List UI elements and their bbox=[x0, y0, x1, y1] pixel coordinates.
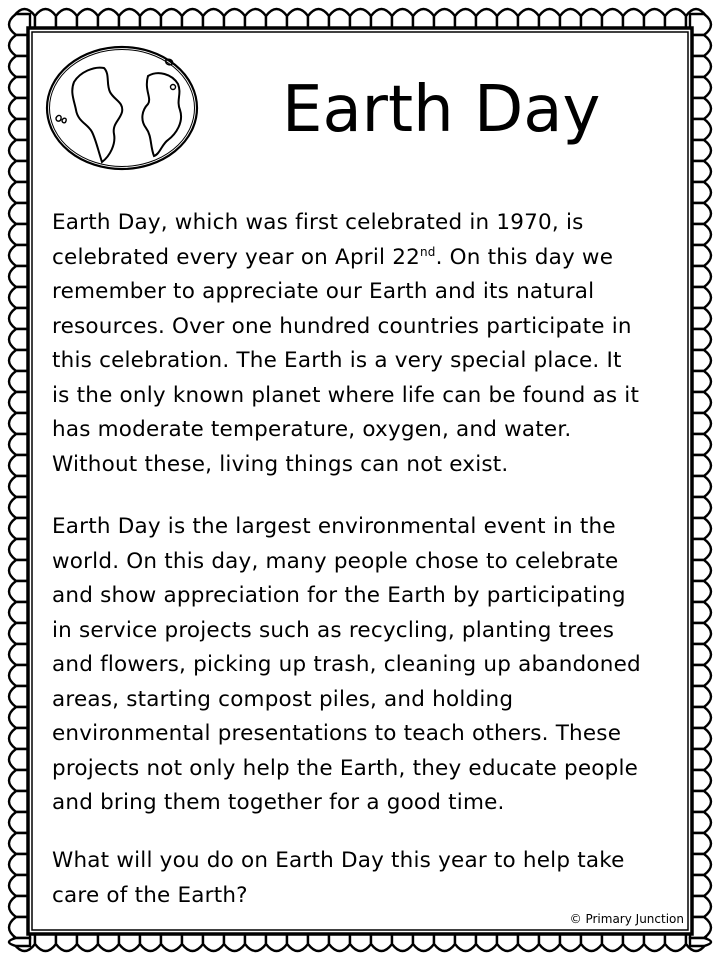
text-line: is the only known planet where life can be found as it bbox=[52, 382, 640, 408]
text-line: this celebration. The Earth is a very special place. It bbox=[52, 348, 622, 373]
paragraph-intro bbox=[52, 206, 692, 482]
text-line: projects not only help the Earth, they educate people bbox=[52, 755, 639, 781]
copyright-notice: © Primary Junction bbox=[569, 912, 684, 926]
text-line: What will you do on Earth Day this year to help take bbox=[52, 848, 625, 873]
text-line: resources. Over one hundred countries participate in bbox=[52, 313, 632, 339]
text-line: Earth Day, which was first celebrated in 1970, is bbox=[52, 210, 584, 235]
text-line: Earth Day is the largest environmental event in the bbox=[52, 514, 616, 539]
text-line: in service projects such as recycling, planting trees bbox=[52, 617, 615, 643]
text-line: and show appreciation for the Earth by participating bbox=[52, 583, 626, 608]
text-line bbox=[52, 241, 692, 276]
text-line: and bring them together for a good time. bbox=[52, 790, 505, 815]
text-segment: . On this day we bbox=[435, 244, 614, 270]
text-segment: celebrated every year on April 22 bbox=[52, 244, 420, 270]
text-line: care of the Earth? bbox=[52, 882, 248, 908]
globe-icon bbox=[44, 44, 200, 172]
text-line: and flowers, picking up trash, cleaning up abandoned bbox=[52, 652, 641, 677]
text-line: has moderate temperature, oxygen, and water. bbox=[52, 417, 572, 442]
text-line: areas, starting compost piles, and holding bbox=[52, 686, 514, 712]
border-scallop bbox=[690, 938, 711, 946]
ordinal-superscript: nd bbox=[419, 244, 436, 259]
paragraph-activities bbox=[52, 510, 692, 821]
page-title: Earth Day bbox=[282, 73, 601, 147]
text-line: world. On this day, many people chose to celebrate bbox=[52, 548, 619, 574]
border-scallop bbox=[9, 938, 30, 946]
paragraph-question bbox=[52, 844, 692, 913]
text-line: Without these, living things can not exist. bbox=[52, 451, 509, 477]
text-line: environmental presentations to teach others. These bbox=[52, 721, 622, 746]
text-line: remember to appreciate our Earth and its natural bbox=[52, 279, 595, 304]
